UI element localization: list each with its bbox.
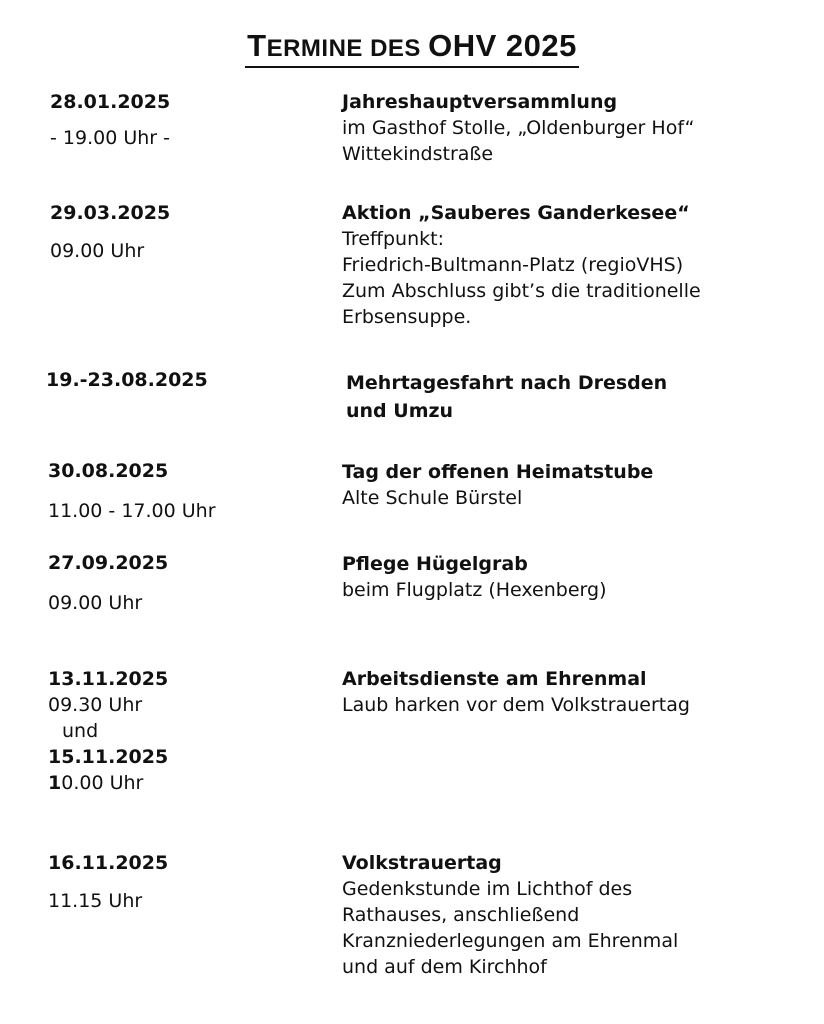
event-date-block	[48, 666, 168, 796]
event-detail-line: Kranzniederlegungen am Ehrenmal	[342, 930, 679, 952]
event-heading: Mehrtagesfahrt nach Dresden	[346, 372, 668, 394]
event-details-block	[342, 89, 694, 167]
event-detail-line: im Gasthof Stolle, „Oldenburger Hof“	[342, 117, 695, 139]
event-heading: Pflege Hügelgrab	[342, 553, 528, 575]
event-detail-line: Laub harken vor dem Volkstrauertag	[342, 694, 690, 716]
event-detail-line: Zum Abschluss gibt’s die traditionelle	[342, 280, 701, 302]
event-time: 09.00 Uhr	[48, 592, 143, 614]
event-details-block	[346, 369, 667, 425]
event-date: 15.11.2025	[48, 746, 169, 768]
event-date: 19.-23.08.2025	[46, 369, 208, 391]
event-heading: Arbeitsdienste am Ehrenmal	[342, 668, 647, 690]
event-date: 28.01.2025	[50, 91, 171, 113]
event-date-block	[48, 458, 216, 524]
event-detail-line: Gedenkstunde im Lichthof des	[342, 878, 633, 900]
event-detail-line: Wittekindstraße	[342, 143, 494, 165]
event-date: 13.11.2025	[48, 668, 169, 690]
event-details-block	[342, 850, 678, 980]
event-time: 0.00 Uhr	[61, 772, 144, 794]
event-details-block	[342, 551, 606, 603]
event-detail-line: Rathauses, anschließend	[342, 904, 580, 926]
event-time: 09.30 Uhr	[48, 694, 143, 716]
event-time: 09.00 Uhr	[50, 240, 145, 262]
event-heading: Aktion „Sauberes Ganderkesee“	[342, 202, 690, 224]
event-detail-line: Erbsensuppe.	[342, 306, 472, 328]
event-date: 16.11.2025	[48, 852, 169, 874]
event-time-first-digit: 1	[48, 772, 62, 794]
event-heading: und Umzu	[346, 400, 454, 422]
event-time: 11.00 - 17.00 Uhr	[48, 500, 216, 522]
event-detail-line: Friedrich-Bultmann-Platz (regioVHS)	[342, 254, 684, 276]
event-conjunction: und	[62, 720, 99, 742]
event-date: 27.09.2025	[48, 552, 169, 574]
event-details-block	[342, 200, 701, 330]
event-detail-line: beim Flugplatz (Hexenberg)	[342, 579, 607, 601]
event-date-block	[48, 550, 168, 616]
event-date-block	[50, 89, 170, 151]
event-heading: Volkstrauertag	[342, 852, 502, 874]
page-title: TERMINE DES OHV 2025	[0, 28, 824, 68]
event-heading: Tag der offenen Heimatstube	[342, 461, 654, 483]
event-details-block	[342, 666, 690, 718]
event-time: 11.15 Uhr	[48, 890, 143, 912]
event-details-block	[342, 459, 653, 511]
event-time: - 19.00 Uhr -	[50, 127, 170, 149]
event-date-block	[46, 367, 208, 393]
event-date-block	[48, 850, 168, 914]
event-detail-line: Alte Schule Bürstel	[342, 487, 523, 509]
event-date-block	[50, 200, 170, 264]
event-heading: Jahreshauptversammlung	[342, 91, 618, 113]
event-detail-line: und auf dem Kirchhof	[342, 956, 547, 978]
event-date: 30.08.2025	[48, 460, 169, 482]
event-detail-line: Treffpunkt:	[342, 228, 444, 250]
event-date: 29.03.2025	[50, 202, 171, 224]
